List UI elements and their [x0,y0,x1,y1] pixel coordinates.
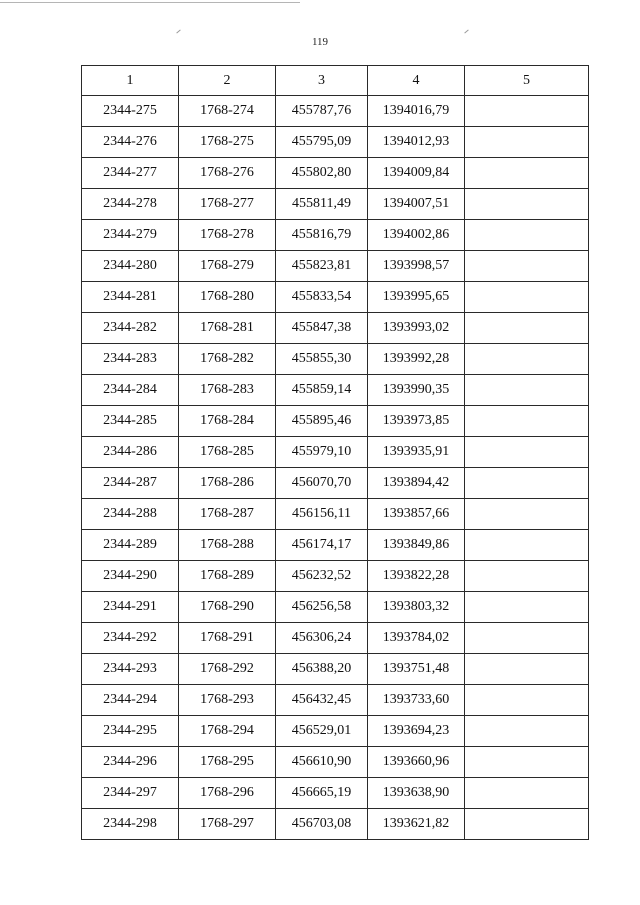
table-row [82,220,589,251]
y-coordinate-cell: 1393857,66 [368,499,465,530]
ref-point-cell: 1768-279 [179,251,276,282]
table-row [82,468,589,499]
table-header-row [82,66,589,96]
note-cell [465,437,589,468]
table-row [82,251,589,282]
point-id-cell: 2344-290 [82,561,179,592]
x-coordinate-cell: 456703,08 [276,809,368,840]
y-coordinate-cell: 1393849,86 [368,530,465,561]
note-cell [465,282,589,313]
y-coordinate-cell: 1393990,35 [368,375,465,406]
ref-point-cell: 1768-278 [179,220,276,251]
point-id-cell: 2344-293 [82,654,179,685]
ref-point-cell: 1768-276 [179,158,276,189]
point-id-cell: 2344-281 [82,282,179,313]
ref-point-cell: 1768-289 [179,561,276,592]
ref-point-cell: 1768-277 [179,189,276,220]
table-row [82,437,589,468]
x-coordinate-cell: 455979,10 [276,437,368,468]
point-id-cell: 2344-292 [82,623,179,654]
x-coordinate-cell: 456070,70 [276,468,368,499]
table-row [82,96,589,127]
point-id-cell: 2344-275 [82,96,179,127]
ref-point-cell: 1768-297 [179,809,276,840]
point-id-cell: 2344-282 [82,313,179,344]
point-id-cell: 2344-284 [82,375,179,406]
y-coordinate-cell: 1393935,91 [368,437,465,468]
table-row [82,344,589,375]
y-coordinate-cell: 1394012,93 [368,127,465,158]
page-number: 119 [311,36,329,48]
x-coordinate-cell: 456174,17 [276,530,368,561]
y-coordinate-cell: 1393784,02 [368,623,465,654]
x-coordinate-cell: 455895,46 [276,406,368,437]
table-row [82,747,589,778]
note-cell [465,654,589,685]
scan-mark [464,30,468,34]
note-cell [465,778,589,809]
note-cell [465,499,589,530]
point-id-cell: 2344-277 [82,158,179,189]
column-header-1: 1 [82,66,179,96]
ref-point-cell: 1768-275 [179,127,276,158]
y-coordinate-cell: 1393694,23 [368,716,465,747]
y-coordinate-cell: 1394007,51 [368,189,465,220]
table-row [82,406,589,437]
note-cell [465,251,589,282]
table-row [82,778,589,809]
table-row [82,127,589,158]
table-row [82,189,589,220]
table-row [82,623,589,654]
x-coordinate-cell: 456156,11 [276,499,368,530]
y-coordinate-cell: 1394016,79 [368,96,465,127]
y-coordinate-cell: 1394002,86 [368,220,465,251]
note-cell [465,220,589,251]
point-id-cell: 2344-297 [82,778,179,809]
note-cell [465,375,589,406]
y-coordinate-cell: 1393660,96 [368,747,465,778]
ref-point-cell: 1768-288 [179,530,276,561]
ref-point-cell: 1768-295 [179,747,276,778]
ref-point-cell: 1768-282 [179,344,276,375]
note-cell [465,592,589,623]
x-coordinate-cell: 456432,45 [276,685,368,716]
column-header-3: 3 [276,66,368,96]
y-coordinate-cell: 1393998,57 [368,251,465,282]
x-coordinate-cell: 456529,01 [276,716,368,747]
ref-point-cell: 1768-292 [179,654,276,685]
x-coordinate-cell: 455823,81 [276,251,368,282]
note-cell [465,189,589,220]
table-row [82,499,589,530]
y-coordinate-cell: 1393751,48 [368,654,465,685]
ref-point-cell: 1768-284 [179,406,276,437]
ref-point-cell: 1768-293 [179,685,276,716]
note-cell [465,468,589,499]
x-coordinate-cell: 455833,54 [276,282,368,313]
note-cell [465,158,589,189]
table-row [82,375,589,406]
point-id-cell: 2344-283 [82,344,179,375]
note-cell [465,96,589,127]
point-id-cell: 2344-295 [82,716,179,747]
note-cell [465,809,589,840]
y-coordinate-cell: 1393822,28 [368,561,465,592]
column-header-2: 2 [179,66,276,96]
y-coordinate-cell: 1393992,28 [368,344,465,375]
point-id-cell: 2344-296 [82,747,179,778]
x-coordinate-cell: 455859,14 [276,375,368,406]
ref-point-cell: 1768-294 [179,716,276,747]
x-coordinate-cell: 456610,90 [276,747,368,778]
point-id-cell: 2344-287 [82,468,179,499]
note-cell [465,344,589,375]
x-coordinate-cell: 455802,80 [276,158,368,189]
ref-point-cell: 1768-287 [179,499,276,530]
scan-mark [176,30,180,34]
table-row [82,158,589,189]
note-cell [465,530,589,561]
note-cell [465,747,589,778]
y-coordinate-cell: 1393621,82 [368,809,465,840]
point-id-cell: 2344-278 [82,189,179,220]
table-row [82,282,589,313]
ref-point-cell: 1768-274 [179,96,276,127]
column-header-5: 5 [465,66,589,96]
note-cell [465,127,589,158]
y-coordinate-cell: 1393973,85 [368,406,465,437]
y-coordinate-cell: 1394009,84 [368,158,465,189]
x-coordinate-cell: 455795,09 [276,127,368,158]
table-row [82,654,589,685]
y-coordinate-cell: 1393894,42 [368,468,465,499]
y-coordinate-cell: 1393638,90 [368,778,465,809]
x-coordinate-cell: 456306,24 [276,623,368,654]
y-coordinate-cell: 1393733,60 [368,685,465,716]
table-row [82,313,589,344]
point-id-cell: 2344-294 [82,685,179,716]
point-id-cell: 2344-289 [82,530,179,561]
coordinates-table [81,65,589,840]
column-header-4: 4 [368,66,465,96]
ref-point-cell: 1768-286 [179,468,276,499]
point-id-cell: 2344-291 [82,592,179,623]
point-id-cell: 2344-298 [82,809,179,840]
table-row [82,561,589,592]
y-coordinate-cell: 1393995,65 [368,282,465,313]
ref-point-cell: 1768-283 [179,375,276,406]
x-coordinate-cell: 456232,52 [276,561,368,592]
table-row [82,685,589,716]
point-id-cell: 2344-285 [82,406,179,437]
x-coordinate-cell: 455787,76 [276,96,368,127]
point-id-cell: 2344-279 [82,220,179,251]
x-coordinate-cell: 455816,79 [276,220,368,251]
table-row [82,716,589,747]
y-coordinate-cell: 1393803,32 [368,592,465,623]
x-coordinate-cell: 456665,19 [276,778,368,809]
note-cell [465,406,589,437]
ref-point-cell: 1768-290 [179,592,276,623]
x-coordinate-cell: 455855,30 [276,344,368,375]
note-cell [465,313,589,344]
note-cell [465,716,589,747]
scan-edge-line [0,2,300,3]
point-id-cell: 2344-286 [82,437,179,468]
ref-point-cell: 1768-281 [179,313,276,344]
table-row [82,530,589,561]
note-cell [465,623,589,654]
point-id-cell: 2344-276 [82,127,179,158]
x-coordinate-cell: 455811,49 [276,189,368,220]
x-coordinate-cell: 456256,58 [276,592,368,623]
y-coordinate-cell: 1393993,02 [368,313,465,344]
ref-point-cell: 1768-291 [179,623,276,654]
table-row [82,809,589,840]
note-cell [465,685,589,716]
note-cell [465,561,589,592]
x-coordinate-cell: 455847,38 [276,313,368,344]
table-row [82,592,589,623]
table-body [82,96,589,840]
x-coordinate-cell: 456388,20 [276,654,368,685]
point-id-cell: 2344-280 [82,251,179,282]
ref-point-cell: 1768-280 [179,282,276,313]
ref-point-cell: 1768-285 [179,437,276,468]
point-id-cell: 2344-288 [82,499,179,530]
ref-point-cell: 1768-296 [179,778,276,809]
